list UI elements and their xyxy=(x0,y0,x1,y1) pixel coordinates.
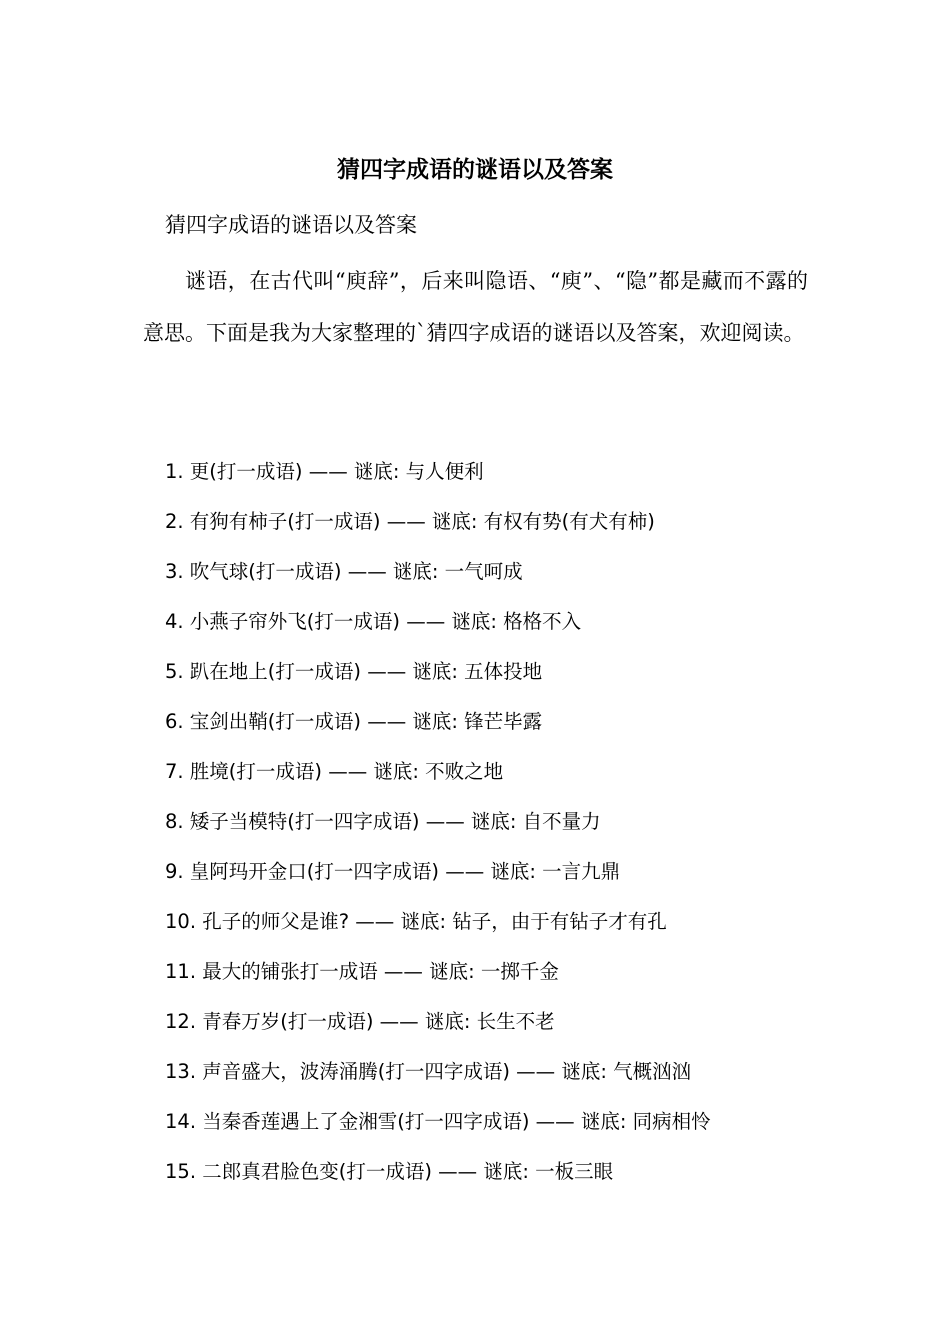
riddle-item-7: 7. 胜境(打一成语) —— 谜底: 不败之地 xyxy=(165,760,504,783)
riddle-item-1: 1. 更(打一成语) —— 谜底: 与人便利 xyxy=(165,460,484,483)
riddle-item-14: 14. 当秦香莲遇上了金湘雪(打一四字成语) —— 谜底: 同病相怜 xyxy=(165,1110,711,1133)
riddle-item-9: 9. 皇阿玛开金口(打一四字成语) —— 谜底: 一言九鼎 xyxy=(165,860,621,883)
riddle-item-4: 4. 小燕子帘外飞(打一成语) —— 谜底: 格格不入 xyxy=(165,610,582,633)
riddle-item-8: 8. 矮子当模特(打一四字成语) —— 谜底: 自不量力 xyxy=(165,810,601,833)
document-title: 猜四字成语的谜语以及答案 xyxy=(337,156,613,183)
riddle-item-3: 3. 吹气球(打一成语) —— 谜底: 一气呵成 xyxy=(165,560,523,583)
riddle-item-15: 15. 二郎真君脸色变(打一成语) —— 谜底: 一板三眼 xyxy=(165,1160,614,1183)
riddle-item-5: 5. 趴在地上(打一成语) —— 谜底: 五体投地 xyxy=(165,660,543,683)
riddle-item-12: 12. 青春万岁(打一成语) —— 谜底: 长生不老 xyxy=(165,1010,555,1033)
document-subtitle: 猜四字成语的谜语以及答案 xyxy=(165,213,417,237)
riddle-item-10: 10. 孔子的师父是谁? —— 谜底: 钻子，由于有钻子才有孔 xyxy=(165,910,667,933)
riddle-item-11: 11. 最大的铺张打一成语 —— 谜底: 一掷千金 xyxy=(165,960,559,983)
riddle-item-2: 2. 有狗有柿子(打一成语) —— 谜底: 有权有势(有犬有柿) xyxy=(165,510,655,533)
riddle-item-6: 6. 宝剑出鞘(打一成语) —— 谜底: 锋芒毕露 xyxy=(165,710,543,733)
riddle-list xyxy=(165,454,711,1204)
intro-paragraph: 谜语，在古代叫“庾辞”，后来叫隐语、“庾”、“隐”都是藏而不露的意思。下面是我为大家整理的`猜四字成语的谜语以及答案，欢迎阅读。 xyxy=(143,269,808,345)
riddle-item-13: 13. 声音盛大，波涛涌腾(打一四字成语) —— 谜底: 气概汹汹 xyxy=(165,1060,692,1083)
